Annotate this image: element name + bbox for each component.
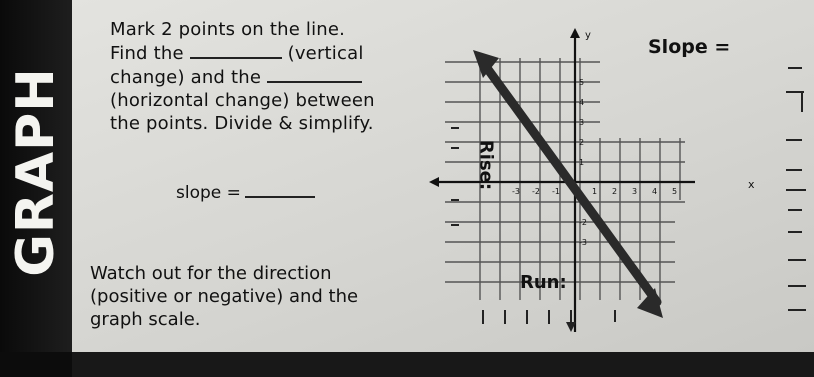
side-tab-lower [0, 352, 72, 377]
instruction-line-2 [110, 41, 440, 65]
y-tick-label: 2 [579, 138, 585, 147]
rise-label: Rise: [475, 139, 497, 191]
instructions [110, 18, 440, 135]
x-tick-label: 3 [632, 187, 638, 196]
x-tick-label: 1 [592, 187, 598, 196]
y-tick-label: -2 [579, 218, 587, 227]
instruction-line-4: (horizontal change) between [110, 90, 375, 111]
y-tick-label: 4 [579, 98, 585, 107]
bottom-dark-band [0, 352, 814, 377]
margin-dashes [772, 40, 814, 340]
run-label: Run: [520, 272, 567, 293]
side-tab [0, 0, 72, 352]
instruction-line-3-start: change) and the [110, 67, 262, 88]
x-tick-label: -1 [552, 187, 560, 196]
y-tick-label: 5 [579, 78, 585, 87]
slope-answer-label: slope = [176, 183, 241, 203]
x-axis-name: x [748, 178, 755, 191]
note-line-2: (positive or negative) and the [90, 286, 359, 307]
note-line-3: graph scale. [90, 309, 201, 330]
slope-label: Slope = [648, 36, 731, 58]
y-tick-label: -3 [579, 238, 587, 247]
instruction-line-2-start: Find the [110, 43, 184, 64]
rise-blank [190, 41, 282, 59]
direction-note [90, 262, 450, 331]
instruction-line-2-end: (vertical [287, 43, 364, 64]
y-axis-name: y [585, 30, 591, 41]
instruction-line-3 [110, 65, 440, 89]
instruction-line-5: the points. Divide & simplify. [110, 113, 374, 134]
x-axis-ticks [512, 187, 677, 196]
instruction-line-1: Mark 2 points on the line. [110, 19, 346, 40]
x-tick-label: 2 [612, 187, 618, 196]
y-tick-label: 3 [579, 118, 585, 127]
x-tick-label: 5 [672, 187, 678, 196]
slope-answer [176, 182, 315, 203]
side-tab-title: GRAPH [6, 67, 66, 277]
note-line-1: Watch out for the direction [90, 263, 332, 284]
run-tick-marks [483, 310, 615, 324]
x-tick-label: -2 [532, 187, 540, 196]
run-blank [267, 65, 362, 83]
slope-answer-blank [245, 182, 315, 198]
x-tick-label: 4 [652, 187, 658, 196]
x-axis-name-svg [746, 174, 766, 194]
x-tick-label: -3 [512, 187, 520, 196]
y-tick-label: 1 [579, 158, 585, 167]
sloped-line [487, 68, 657, 302]
